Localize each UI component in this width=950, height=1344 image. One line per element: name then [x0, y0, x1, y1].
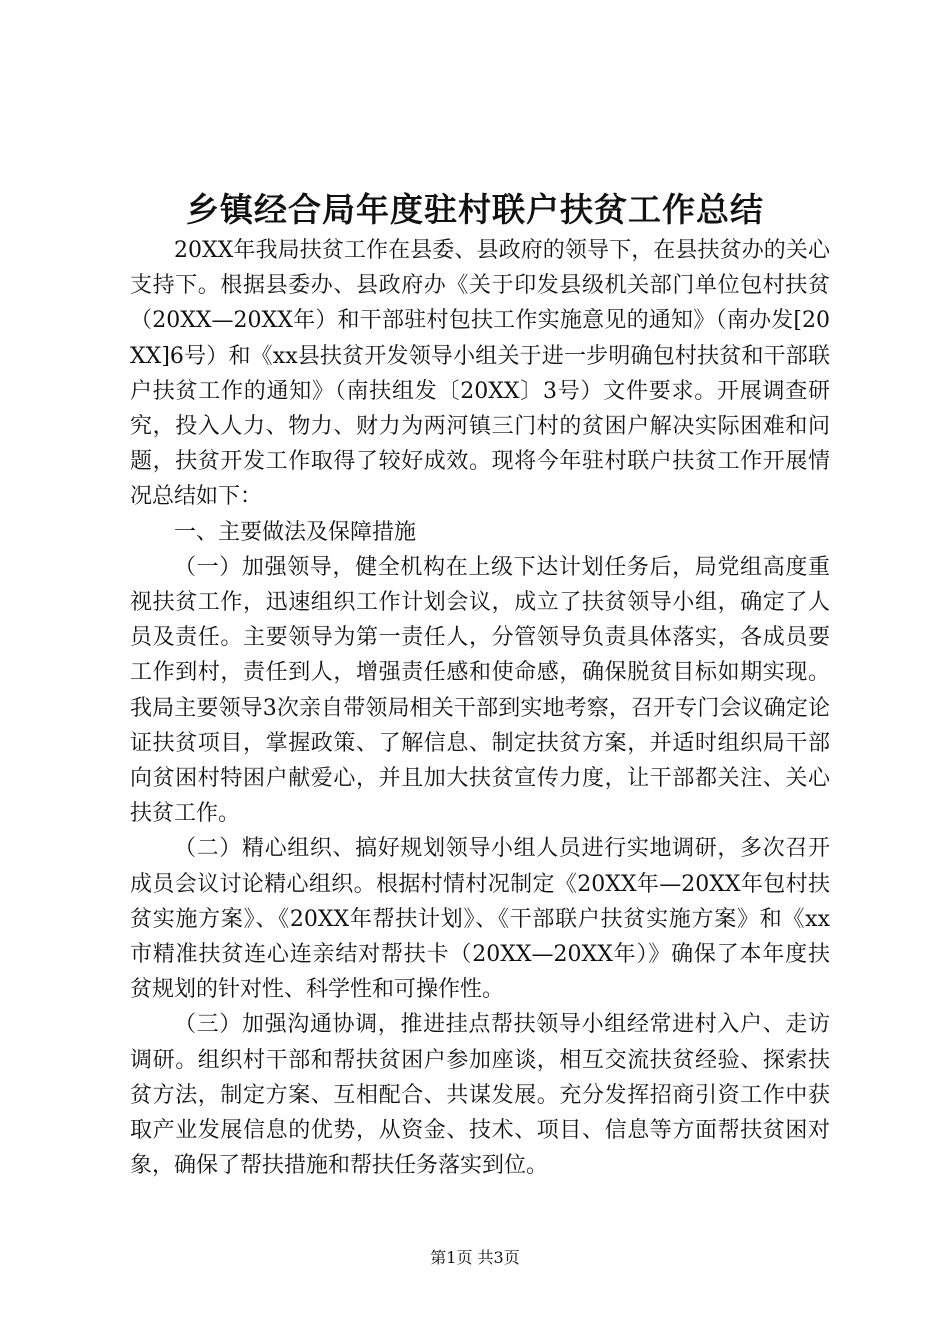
paragraph-subsection-3: （三）加强沟通协调，推进挂点帮扶领导小组经常进村入户、走访调研。组织村干部和帮扶贫困户参加座谈，相互交流扶贫经验、探索扶贫方法，制定方案、互相配合、共谋发展。充分发挥招商引资工作中获取产业发展信息的优势，从资金、技术、项目、信息等方面帮扶贫困对象，确保了帮扶措施和帮扶任务落实到位。	[130, 1012, 830, 1179]
paragraph-intro: 20XX年我局扶贫工作在县委、县政府的领导下，在县扶贫办的关心支持下。根据县委办、县政府办《关于印发县级机关部门单位包村扶贫（20XX—20XX年）和干部驻村包扶工作实施意见的通知》（南办发[20XX]6号）和《xx县扶贫开发领导小组关于进一步明确包村扶贫和干部联户扶贫工作的通知》（南扶组发〔20XX〕3号）文件要求。开展调查研究，投入人力、物力、财力为两河镇三门村的贫困户解决实际困难和问题，扶贫开发工作取得了较好成效。现将今年驻村联户扶贫工作开展情况总结如下：	[130, 238, 830, 510]
paragraph-subsection-2: （二）精心组织、搞好规划领导小组人员进行实地调研，多次召开成员会议讨论精心组织。根据村情村况制定《20XX年—20XX年包村扶贫实施方案》、《20XX年帮扶计划》、《干部联户扶贫实施方案》和《xx市精准扶贫连心连亲结对帮扶卡（20XX—20XX年）》确保了本年度扶贫规划的针对性、科学性和可操作性。	[130, 836, 830, 1003]
document-body	[130, 233, 830, 1183]
page-title: 乡镇经合局年度驻村联户扶贫工作总结	[186, 190, 764, 229]
page-footer: 第1页 共3页	[430, 1248, 520, 1267]
section-heading: 一、主要做法及保障措施	[174, 519, 417, 545]
paragraph-subsection-1: （一）加强领导，健全机构在上级下达计划任务后，局党组高度重视扶贫工作，迅速组织工作计划会议，成立了扶贫领导小组，确定了人员及责任。主要领导为第一责任人，分管领导负责具体落实，各成员要工作到村，责任到人，增强责任感和使命感，确保脱贫目标如期实现。我局主要领导3次亲自带领局相关干部到实地考察，召开专门会议确定论证扶贫项目，掌握政策、了解信息、制定扶贫方案，并适时组织局干部向贫困村特困户献爱心，并且加大扶贫宣传力度，让干部都关注、关心扶贫工作。	[130, 554, 830, 827]
